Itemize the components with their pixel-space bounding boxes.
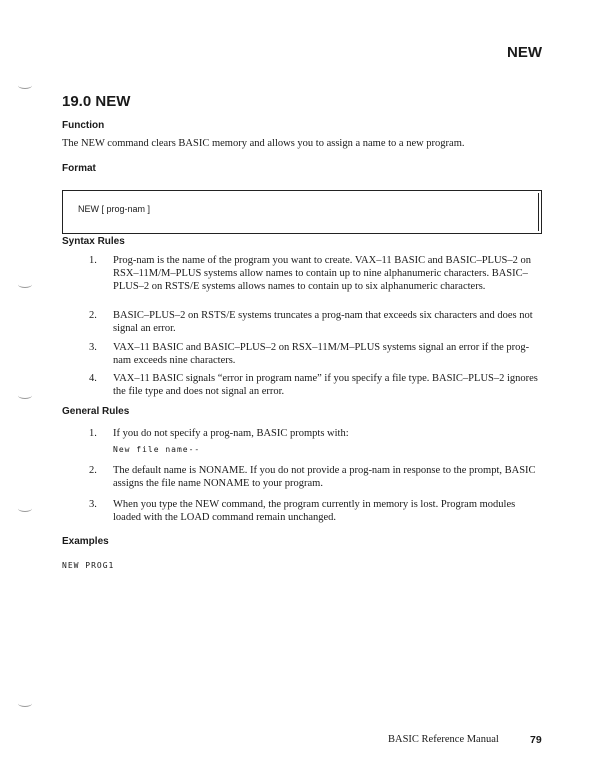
footer-manual-title: BASIC Reference Manual xyxy=(388,734,499,745)
general-rules-heading: General Rules xyxy=(62,406,130,417)
rule-text: VAX–11 BASIC and BASIC–PLUS–2 on RSX–11M/M–PLUS systems signal an error if the prog-nam exceeds nine characters. xyxy=(113,342,530,366)
format-syntax: NEW [ prog-nam ] xyxy=(78,204,151,214)
rule-number: 1. xyxy=(89,255,97,266)
margin-mark xyxy=(18,392,32,399)
rule-text: If you do not specify a prog-nam, BASIC prompts with: xyxy=(113,428,349,439)
function-text: The NEW command clears BASIC memory and allows you to assign a name to a new program. xyxy=(62,138,465,149)
rule-number: 2. xyxy=(89,465,97,476)
rule-text: VAX–11 BASIC signals “error in program name” if you specify a file type. BASIC–PLUS–2 ignores the file type and does not signal an error. xyxy=(113,373,538,397)
rule-number: 1. xyxy=(89,428,97,439)
margin-mark xyxy=(18,700,32,707)
margin-mark xyxy=(18,505,32,512)
footer-page-number: 79 xyxy=(530,734,542,746)
example-code: NEW PROG1 xyxy=(62,561,115,570)
rule-text: BASIC–PLUS–2 on RSTS/E systems truncates a prog-nam that exceeds six characters and does not signal an error. xyxy=(113,310,533,334)
prompt-code: New file name-- xyxy=(113,445,201,454)
rule-number: 4. xyxy=(89,373,97,384)
rule-text: The default name is NONAME. If you do not provide a prog-nam in response to the prompt, BASIC assigns the file name NONAME to your program. xyxy=(113,465,536,489)
rule-text: Prog-nam is the name of the program you want to create. VAX–11 BASIC and BASIC–PLUS–2 on RSX–11M/M–PLUS systems allow names to contain up to nine alphanumeric characters. BASIC–PLUS–2 on RSTS/E systems allows names to contain up to six alphanumeric characters. xyxy=(113,255,532,292)
running-head: NEW xyxy=(507,44,542,61)
rule-text: When you type the NEW command, the program currently in memory is lost. Program modules loaded with the LOAD command remain unchanged. xyxy=(113,499,516,523)
margin-mark xyxy=(18,281,32,288)
rule-number: 3. xyxy=(89,499,97,510)
examples-heading: Examples xyxy=(62,536,109,547)
format-box xyxy=(62,190,542,234)
rule-number: 2. xyxy=(89,310,97,321)
rule-number: 3. xyxy=(89,342,97,353)
function-heading: Function xyxy=(62,120,105,131)
section-title: 19.0 NEW xyxy=(62,93,131,110)
format-heading: Format xyxy=(62,163,96,174)
margin-mark xyxy=(18,82,32,89)
syntax-rules-heading: Syntax Rules xyxy=(62,236,125,247)
